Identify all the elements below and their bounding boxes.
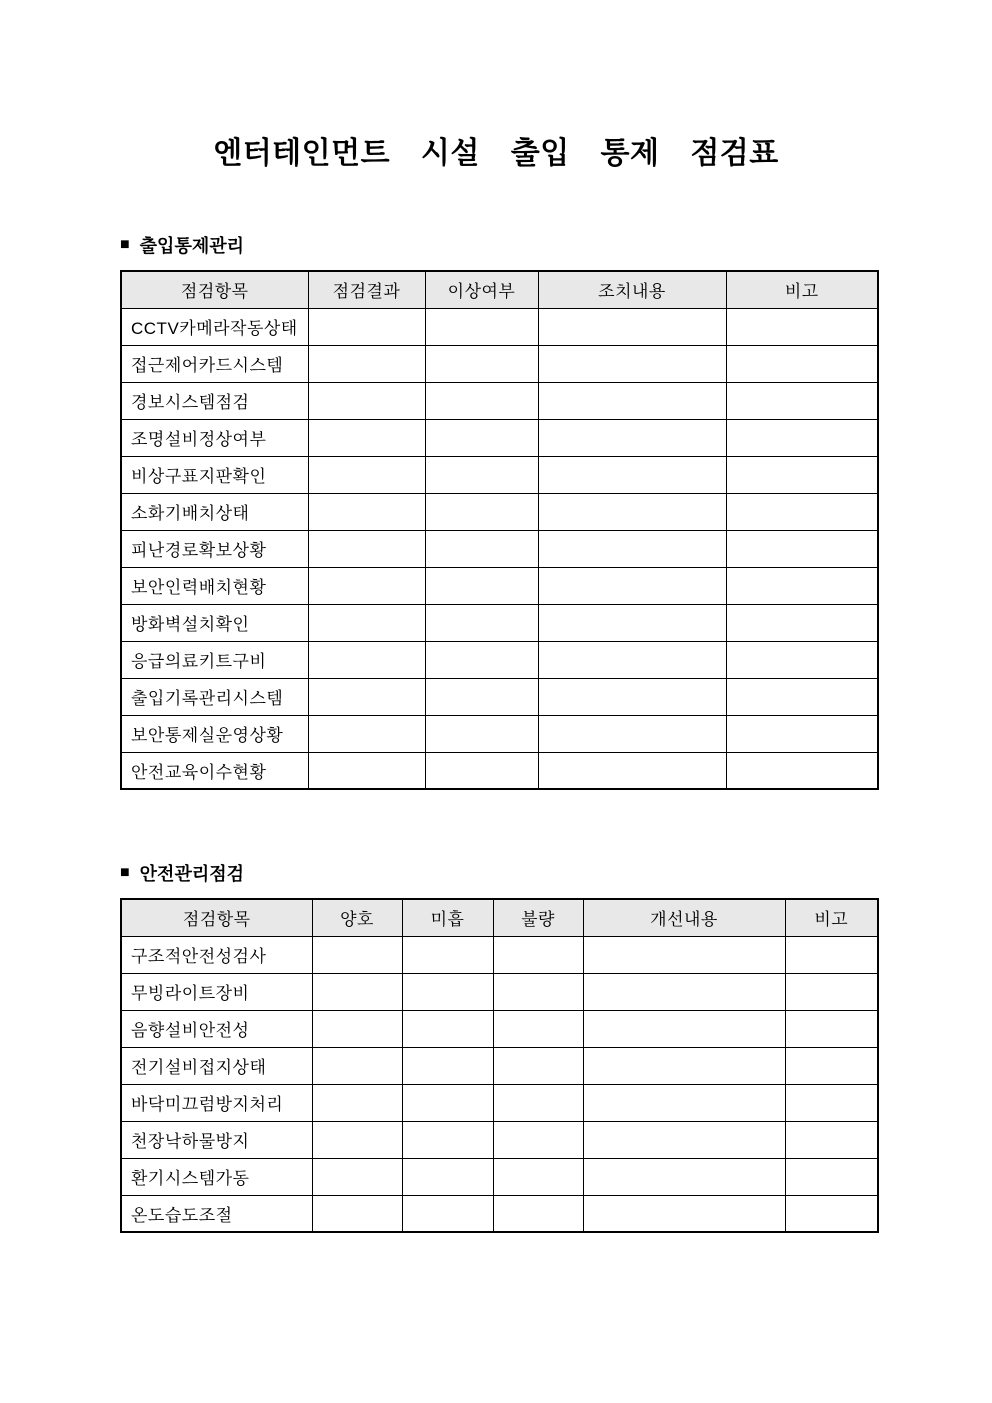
- empty-form-cell: [425, 382, 538, 419]
- empty-form-cell: [425, 567, 538, 604]
- empty-form-cell: [425, 493, 538, 530]
- column-header: 비고: [726, 271, 878, 308]
- empty-form-cell: [583, 1195, 785, 1232]
- empty-form-cell: [538, 567, 726, 604]
- safety-management-table: [120, 898, 879, 1233]
- empty-form-cell: [538, 493, 726, 530]
- column-header: 양호: [312, 899, 402, 936]
- empty-form-cell: [425, 641, 538, 678]
- empty-form-cell: [312, 1084, 402, 1121]
- section-safety-management: [120, 860, 877, 1233]
- column-header: 점검항목: [121, 899, 312, 936]
- empty-form-cell: [308, 641, 425, 678]
- empty-form-cell: [402, 1084, 493, 1121]
- table-row: [121, 308, 878, 345]
- empty-form-cell: [493, 1084, 583, 1121]
- empty-form-cell: [726, 419, 878, 456]
- empty-form-cell: [785, 1121, 878, 1158]
- column-header: 조치내용: [538, 271, 726, 308]
- table-row: [121, 493, 878, 530]
- table-row: [121, 604, 878, 641]
- empty-form-cell: [538, 678, 726, 715]
- empty-form-cell: [425, 419, 538, 456]
- check-item-cell: 바닥미끄럼방지처리: [121, 1084, 312, 1121]
- header-row: [121, 899, 878, 936]
- empty-form-cell: [538, 530, 726, 567]
- table-row: [121, 456, 878, 493]
- empty-form-cell: [402, 1010, 493, 1047]
- check-item-cell: 무빙라이트장비: [121, 973, 312, 1010]
- check-item-cell: 응급의료키트구비: [121, 641, 308, 678]
- empty-form-cell: [425, 604, 538, 641]
- check-item-cell: 구조적안전성검사: [121, 936, 312, 973]
- empty-form-cell: [402, 1158, 493, 1195]
- empty-form-cell: [583, 1010, 785, 1047]
- empty-form-cell: [726, 567, 878, 604]
- table-row: [121, 973, 878, 1010]
- column-header: 점검항목: [121, 271, 308, 308]
- check-item-cell: 보안통제실운영상황: [121, 715, 308, 752]
- check-item-cell: 온도습도조절: [121, 1195, 312, 1232]
- empty-form-cell: [726, 308, 878, 345]
- table-row: [121, 1047, 878, 1084]
- empty-form-cell: [425, 752, 538, 789]
- empty-form-cell: [726, 345, 878, 382]
- empty-form-cell: [785, 1010, 878, 1047]
- section-heading-text: 출입통제관리: [139, 236, 244, 256]
- table-row: [121, 678, 878, 715]
- empty-form-cell: [538, 604, 726, 641]
- check-item-cell: 소화기배치상태: [121, 493, 308, 530]
- check-item-cell: 피난경로확보상황: [121, 530, 308, 567]
- empty-form-cell: [538, 715, 726, 752]
- empty-form-cell: [583, 973, 785, 1010]
- column-header: 비고: [785, 899, 878, 936]
- check-item-cell: 출입기록관리시스템: [121, 678, 308, 715]
- empty-form-cell: [402, 936, 493, 973]
- empty-form-cell: [785, 1195, 878, 1232]
- empty-form-cell: [538, 752, 726, 789]
- empty-form-cell: [402, 1047, 493, 1084]
- column-header: 개선내용: [583, 899, 785, 936]
- table-row: [121, 567, 878, 604]
- empty-form-cell: [308, 419, 425, 456]
- table-row: [121, 419, 878, 456]
- access-control-table: [120, 270, 879, 790]
- check-item-cell: 환기시스템가동: [121, 1158, 312, 1195]
- table-row: [121, 1158, 878, 1195]
- empty-form-cell: [726, 456, 878, 493]
- empty-form-cell: [308, 678, 425, 715]
- empty-form-cell: [493, 1010, 583, 1047]
- check-item-cell: 보안인력배치현황: [121, 567, 308, 604]
- empty-form-cell: [583, 1047, 785, 1084]
- empty-form-cell: [538, 456, 726, 493]
- empty-form-cell: [402, 973, 493, 1010]
- empty-form-cell: [493, 936, 583, 973]
- empty-form-cell: [583, 1158, 785, 1195]
- empty-form-cell: [425, 345, 538, 382]
- empty-form-cell: [583, 936, 785, 973]
- column-header: 이상여부: [425, 271, 538, 308]
- table-row: [121, 1195, 878, 1232]
- table-row: [121, 641, 878, 678]
- square-bullet-icon: ■: [120, 236, 130, 253]
- section-heading-text: 안전관리점검: [139, 864, 244, 884]
- empty-form-cell: [493, 1121, 583, 1158]
- empty-form-cell: [493, 973, 583, 1010]
- table-row: [121, 752, 878, 789]
- check-item-cell: 천장낙하물방지: [121, 1121, 312, 1158]
- empty-form-cell: [583, 1084, 785, 1121]
- empty-form-cell: [538, 345, 726, 382]
- empty-form-cell: [312, 936, 402, 973]
- empty-form-cell: [312, 1010, 402, 1047]
- table-row: [121, 936, 878, 973]
- empty-form-cell: [726, 493, 878, 530]
- empty-form-cell: [425, 456, 538, 493]
- empty-form-cell: [726, 641, 878, 678]
- empty-form-cell: [312, 973, 402, 1010]
- empty-form-cell: [538, 308, 726, 345]
- check-item-cell: 안전교육이수현황: [121, 752, 308, 789]
- empty-form-cell: [402, 1121, 493, 1158]
- empty-form-cell: [726, 715, 878, 752]
- empty-form-cell: [308, 715, 425, 752]
- check-item-cell: 조명설비정상여부: [121, 419, 308, 456]
- empty-form-cell: [425, 308, 538, 345]
- empty-form-cell: [308, 752, 425, 789]
- section-heading-safety-management: [120, 860, 877, 886]
- table-row: [121, 715, 878, 752]
- empty-form-cell: [726, 678, 878, 715]
- empty-form-cell: [308, 567, 425, 604]
- empty-form-cell: [308, 604, 425, 641]
- empty-form-cell: [402, 1195, 493, 1232]
- empty-form-cell: [308, 308, 425, 345]
- empty-form-cell: [312, 1195, 402, 1232]
- empty-form-cell: [425, 715, 538, 752]
- empty-form-cell: [308, 382, 425, 419]
- section-heading-access-control: [120, 232, 877, 258]
- table-row: [121, 530, 878, 567]
- empty-form-cell: [308, 456, 425, 493]
- table-row: [121, 1121, 878, 1158]
- empty-form-cell: [493, 1158, 583, 1195]
- empty-form-cell: [785, 1047, 878, 1084]
- square-bullet-icon: ■: [120, 864, 130, 881]
- column-header: 불량: [493, 899, 583, 936]
- empty-form-cell: [785, 936, 878, 973]
- document-title: 엔터테인먼트 시설 출입 통제 점검표: [213, 137, 779, 170]
- empty-form-cell: [785, 1084, 878, 1121]
- table-row: [121, 382, 878, 419]
- check-item-cell: 음향설비안전성: [121, 1010, 312, 1047]
- document-content: [120, 232, 877, 1233]
- empty-form-cell: [538, 641, 726, 678]
- empty-form-cell: [726, 382, 878, 419]
- empty-form-cell: [312, 1047, 402, 1084]
- check-item-cell: 방화벽설치확인: [121, 604, 308, 641]
- empty-form-cell: [726, 604, 878, 641]
- table-row: [121, 1084, 878, 1121]
- empty-form-cell: [538, 419, 726, 456]
- empty-form-cell: [425, 530, 538, 567]
- empty-form-cell: [308, 530, 425, 567]
- check-item-cell: 접근제어카드시스템: [121, 345, 308, 382]
- empty-form-cell: [308, 493, 425, 530]
- check-item-cell: CCTV카메라작동상태: [121, 308, 308, 345]
- check-item-cell: 비상구표지판확인: [121, 456, 308, 493]
- empty-form-cell: [785, 973, 878, 1010]
- column-header: 미흡: [402, 899, 493, 936]
- empty-form-cell: [425, 678, 538, 715]
- empty-form-cell: [538, 382, 726, 419]
- empty-form-cell: [312, 1158, 402, 1195]
- empty-form-cell: [726, 530, 878, 567]
- check-item-cell: 전기설비접지상태: [121, 1047, 312, 1084]
- empty-form-cell: [312, 1121, 402, 1158]
- table-row: [121, 345, 878, 382]
- empty-form-cell: [785, 1158, 878, 1195]
- empty-form-cell: [726, 752, 878, 789]
- empty-form-cell: [493, 1195, 583, 1232]
- section-access-control: [120, 232, 877, 790]
- empty-form-cell: [583, 1121, 785, 1158]
- column-header: 점검결과: [308, 271, 425, 308]
- empty-form-cell: [308, 345, 425, 382]
- check-item-cell: 경보시스템점검: [121, 382, 308, 419]
- header-row: [121, 271, 878, 308]
- table-row: [121, 1010, 878, 1047]
- empty-form-cell: [493, 1047, 583, 1084]
